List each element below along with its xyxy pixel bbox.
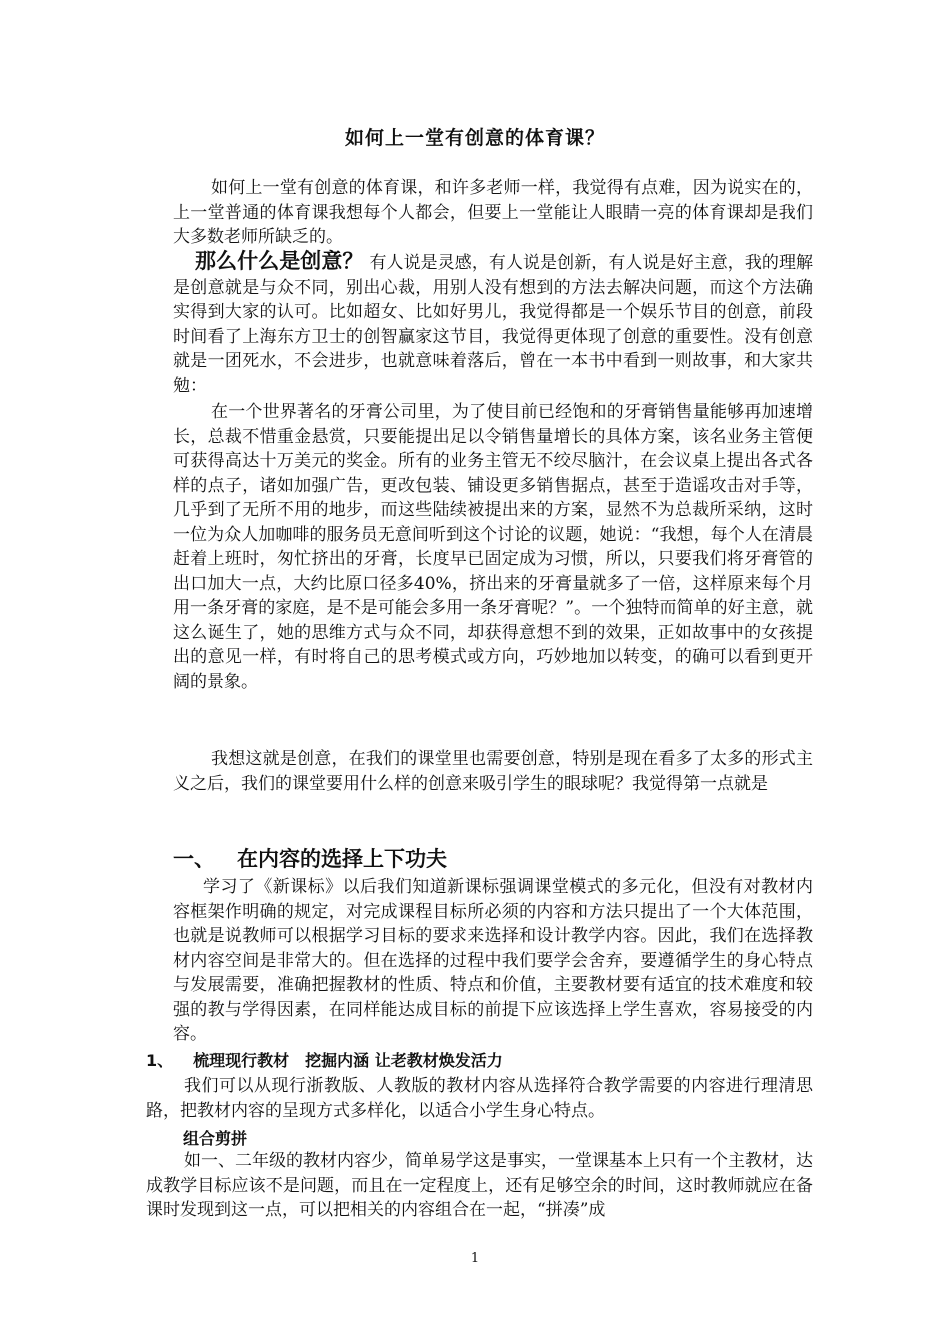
- subsection-heading-1: [146, 1048, 503, 1071]
- paragraph-toothpaste-story: 在一个世界著名的牙膏公司里，为了使目前已经饱和的牙膏销售量能够再加速增长，总裁不惜重金悬赏，只要能提出足以令销售量增长的具体方案，该名业务主管便可获得高达十万美元的奖金。所有的业务主管无不绞尽脑汁，在会议桌上提出各式各样的点子，诸如加强广告，更改包装、铺设更多销售据点，甚至于造谣攻击对手等，几乎到了无所不用的地步，而这些陆续被提出来的方案，显然不为总裁所采纳，这时一位为众人加咖啡的服务员无意间听到这个讨论的议题，她说：“我想，每个人在清晨赶着上班时，匆忙挤出的牙膏，长度早已固定成为习惯，所以，只要我们将牙膏管的出口加大一点，大约比原口径多40%，挤出来的牙膏量就多了一倍，这样原来每个月用一条牙膏的家庭，是不是可能会多用一条牙膏呢？”。一个独特而简单的好主意，就这么诞生了，她的思维方式与众不同，却获得意想不到的效果，正如故事中的女孩提出的意见一样，有时将自己的思考模式或方向，巧妙地加以转变，的确可以看到更开阔的景象。: [173, 402, 813, 692]
- paragraph-content-selection: 学习了《新课标》以后我们知道新课标强调课堂模式的多元化，但没有对教材内容框架作明确的规定，对完成课程目标所必须的内容和方法只提出了一个大体范围，也就是说教师可以根据学习目标的要求来选择和设计教学内容。因此，我们在选择教材内容空间是非常大的。但在选择的过程中我们要学会舍弃，要遵循学生的身心特点与发展需要，准确把握教材的性质、特点和价值，主要教材要有适宜的技术难度和较强的教与学得因素，在同样能达成目标的前提下应该选择上学生喜欢，容易接受的内容。: [173, 877, 813, 1044]
- paragraph-combination: 如一、二年级的教材内容少，简单易学这是事实，一堂课基本上只有一个主教材，达成教学目标应该不是问题，而且在一定程度上，还有足够空余的时间，这时教师就应在备课时发现到这一点，可以把相关的内容组合在一起，“拼凑”成: [146, 1151, 813, 1220]
- paragraph-text: 有人说是灵感，有人说是创新，有人说是好主意，我的理解是创意就是与众不同，别出心裁，用别人没有想到的方法去解决问题，而这个方法确实得到大家的认可。比如超女、比如好男儿，我觉得都是一个娱乐节目的创意，前段时间看了上海东方卫士的创智赢家这节目，我觉得更体现了创意的重要性。没有创意就是一团死水，不会进步，也就意味着落后，曾在一本书中看到一则故事，和大家共勉：: [173, 253, 813, 396]
- subsection-number: 1、: [146, 1051, 174, 1070]
- paragraph-what-is-creativity: [173, 249, 813, 398]
- paragraph-intro: 如何上一堂有创意的体育课，和许多老师一样，我觉得有点难，因为说实在的，上一堂普通的体育课我想每个人都会，但要上一堂能让人眼睛一亮的体育课却是我们大多数老师所缺乏的。: [173, 178, 813, 247]
- section-title: 在内容的选择上下功夫: [237, 847, 447, 871]
- paragraph-textbook: 我们可以从现行浙教版、人教版的教材内容从选择符合教学需要的内容进行理清思路，把教材内容的呈现方式多样化，以适合小学生身心特点。: [146, 1076, 813, 1121]
- section-number: 一、: [173, 847, 215, 871]
- paragraph-transition: 我想这就是创意，在我们的课堂里也需要创意，特别是现在看多了太多的形式主义之后，我们的课堂要用什么样的创意来吸引学生的眼球呢？我觉得第一点就是: [173, 749, 813, 794]
- page-number: 1: [470, 1251, 480, 1266]
- document-title: 如何上一堂有创意的体育课？: [344, 127, 605, 149]
- subsection-title: 梳理现行教材 挖掘内涵 让老教材焕发活力: [193, 1051, 503, 1070]
- subsubsection-heading: 组合剪拼: [183, 1129, 248, 1148]
- emphasis-heading: 那么什么是创意？: [195, 249, 364, 273]
- section-heading-1: [173, 843, 447, 873]
